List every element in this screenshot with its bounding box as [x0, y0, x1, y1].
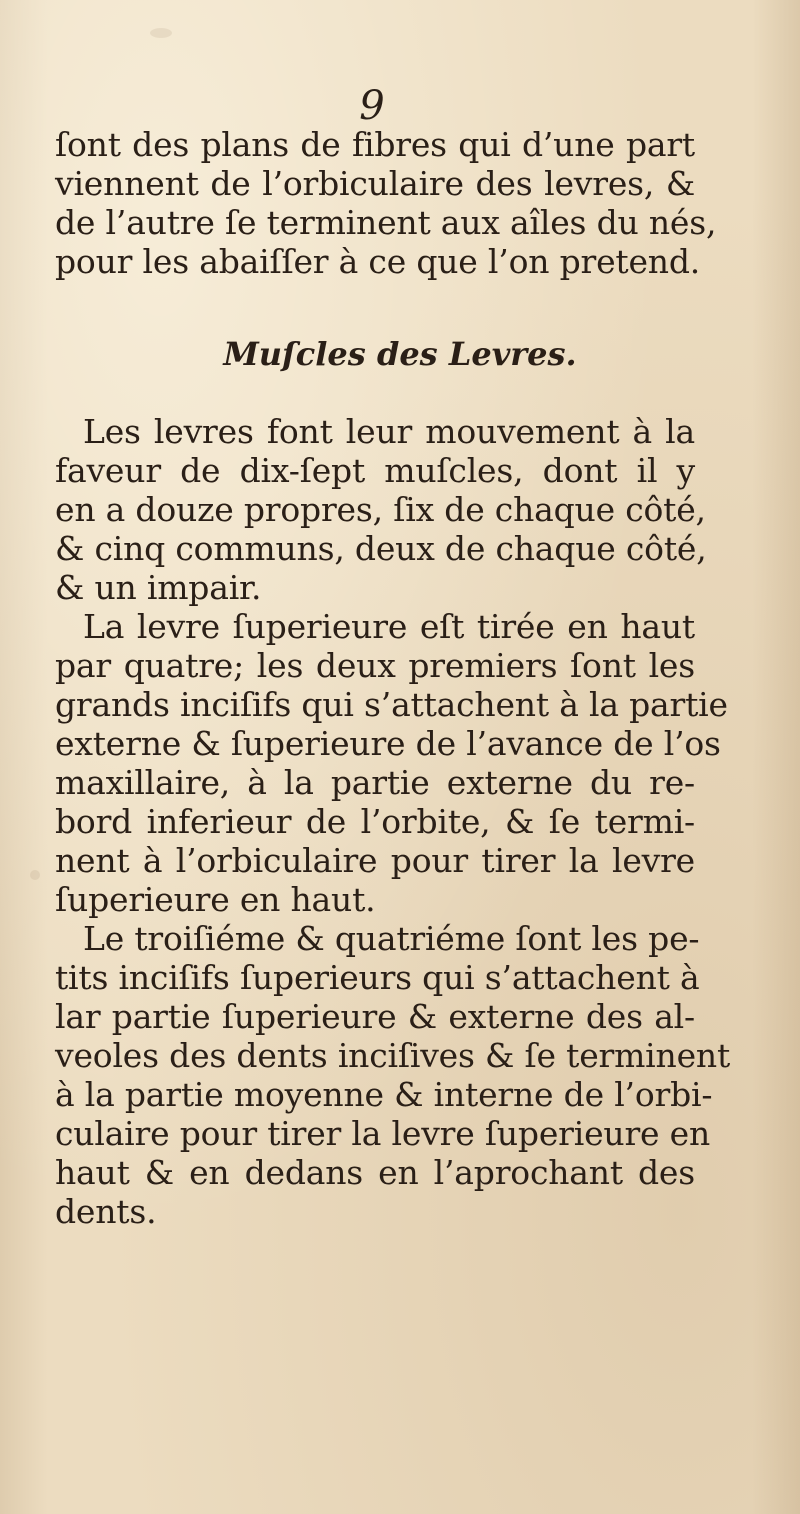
text-line: externe & ſuperieure de l’avance de l’os	[55, 724, 721, 763]
text-line: par quatre; les deux premiers ſont les	[55, 646, 695, 685]
text-line: de l’autre ſe terminent aux aîles du nés,	[55, 203, 717, 242]
text-line: maxillaire, à la partie externe du re-	[55, 763, 695, 802]
page-number: 9	[359, 83, 385, 129]
text-line: ſont des plans de fibres qui d’une part	[55, 125, 695, 164]
text-line: tits inciſifs ſuperieurs qui s’attachent à	[55, 958, 700, 997]
text-line: lar partie ſuperieure & externe des al-	[55, 997, 695, 1036]
text-line: ſuperieure en haut.	[55, 880, 376, 919]
paragraph	[55, 607, 728, 919]
text-line: à la partie moyenne & interne de l’orbi-	[55, 1075, 713, 1114]
text-line: Le troiſiéme & quatriéme ſont les pe-	[83, 919, 700, 958]
paragraph	[55, 412, 707, 607]
text-line: nent à l’orbiculaire pour tirer la levre	[55, 841, 695, 880]
text-line: grands inciſifs qui s’attachent à la partie	[55, 685, 728, 724]
text-line: Les levres font leur mouvement à la	[83, 412, 695, 451]
text-line: haut & en dedans en l’aprochant des	[55, 1153, 695, 1192]
text-line: en a douze propres, ſix de chaque côté,	[55, 490, 706, 529]
section-body	[55, 412, 731, 1231]
paragraph	[55, 919, 731, 1231]
continued-text	[55, 125, 717, 281]
text-line: dents.	[55, 1192, 157, 1231]
text-line: faveur de dix-ſept muſcles, dont il y	[55, 451, 695, 490]
text-line: & un impair.	[55, 568, 262, 607]
text-line: culaire pour tirer la levre ſuperieure en	[55, 1114, 711, 1153]
text-line: pour les abaiſſer à ce que l’on pretend.	[55, 242, 701, 281]
text-line: viennent de l’orbiculaire des levres, &	[55, 164, 695, 203]
text-line: La levre ſuperieure eſt tirée en haut	[83, 607, 695, 646]
text-line: & cinq communs, deux de chaque côté,	[55, 529, 707, 568]
text-line: veoles des dents inciſives & ſe terminent	[55, 1036, 731, 1075]
section-heading: Muſcles des Levres.	[223, 335, 577, 373]
paper-stain	[30, 870, 40, 880]
text-line: bord inferieur de l’orbite, & ſe termi-	[55, 802, 695, 841]
paper-stain	[150, 28, 172, 38]
